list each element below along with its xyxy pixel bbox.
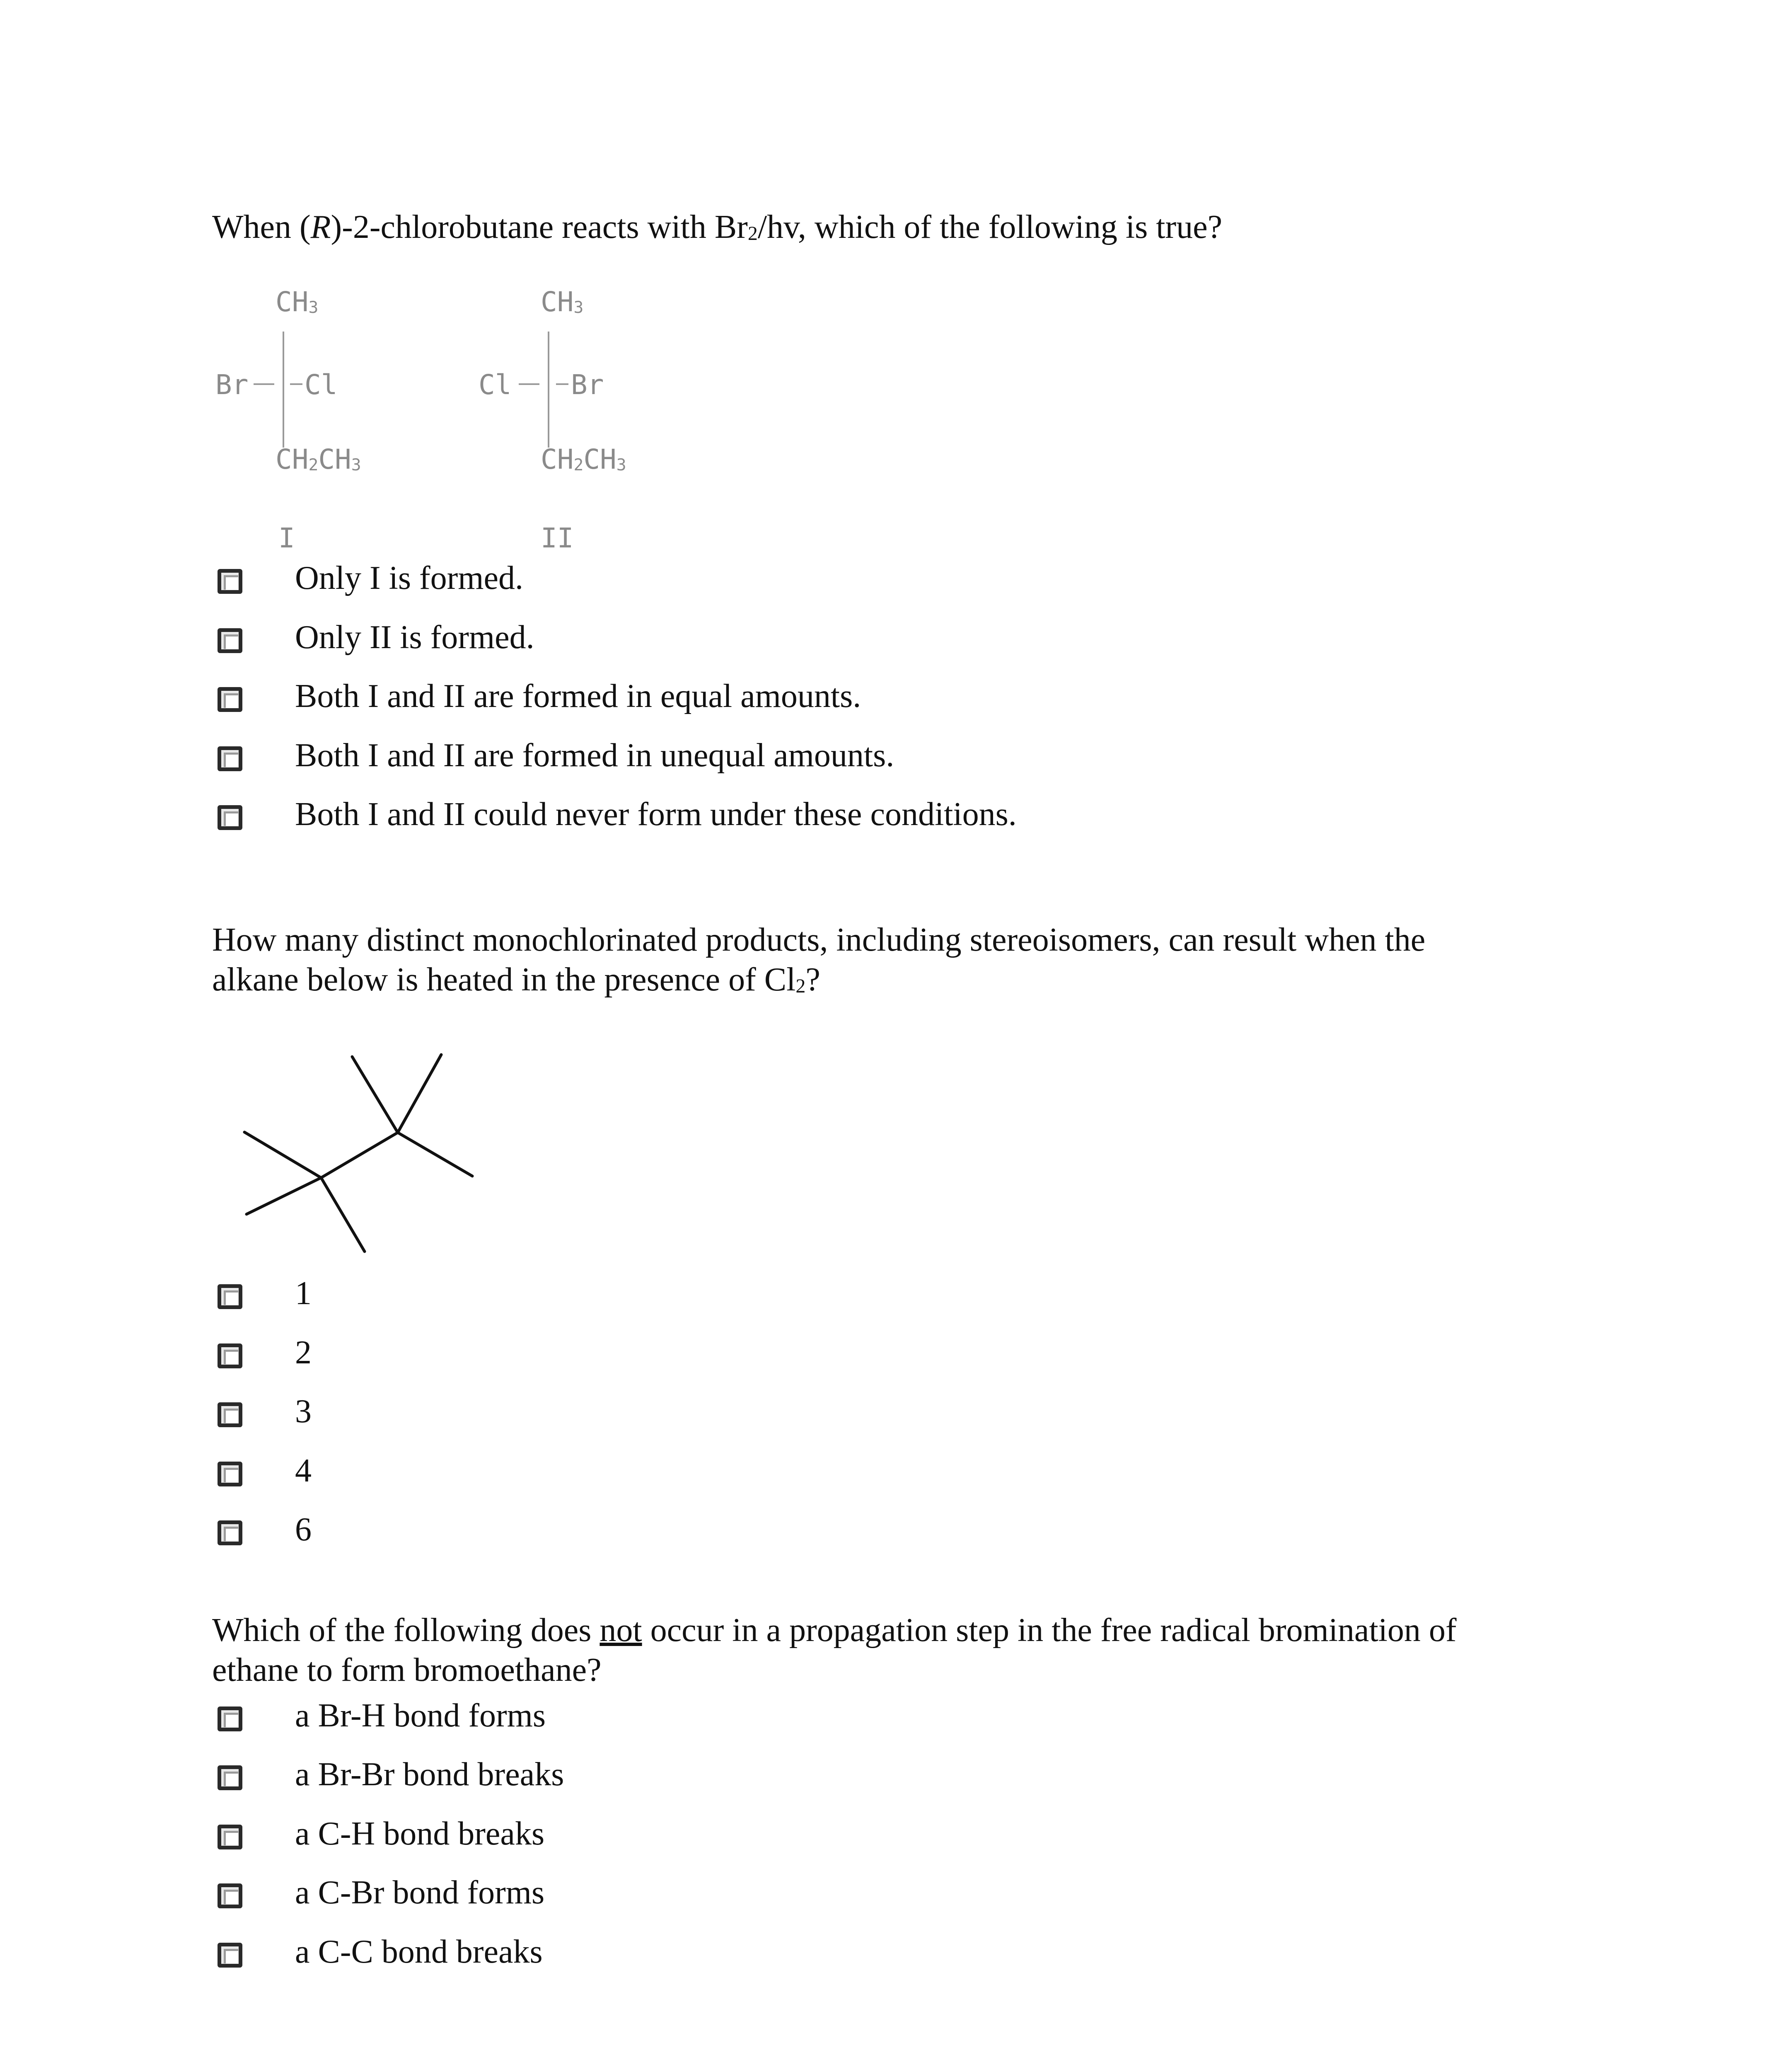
radio-button-icon[interactable] [218, 1402, 242, 1427]
radio-button-icon[interactable] [218, 687, 242, 712]
structure-1-left-dash [254, 383, 274, 385]
q2-option-label: 6 [295, 1511, 312, 1548]
structure-2-bond [548, 332, 549, 448]
q3-option-label: a Br-H bond forms [295, 1697, 546, 1734]
structure-2-left: Cl [479, 369, 512, 401]
q2-option-label: 2 [295, 1334, 312, 1371]
structure-2-label: II [541, 522, 574, 554]
q3-option[interactable] [218, 1756, 564, 1798]
structure-2-right: Br [571, 369, 604, 401]
q3-option-label: a Br-Br bond breaks [295, 1756, 564, 1793]
q3-option[interactable] [218, 1934, 543, 1976]
structure-1-bond [283, 332, 284, 448]
q3-option[interactable] [218, 1815, 545, 1858]
radio-button-icon[interactable] [218, 1825, 242, 1849]
q2-option-label: 3 [295, 1393, 312, 1430]
q1-stem-part: /hv, which of the following is true? [757, 209, 1223, 245]
q1-option[interactable] [218, 678, 861, 720]
q2-option-label: 4 [295, 1452, 312, 1489]
q3-stem-part: occur in a propagation step in the free radical bromination of [642, 1612, 1457, 1648]
structure-1-right-dash [290, 383, 302, 385]
radio-button-icon[interactable] [218, 1284, 242, 1309]
q2-option[interactable] [218, 1393, 312, 1435]
structure-1-right: Cl [305, 369, 338, 401]
radio-button-icon[interactable] [218, 1520, 242, 1545]
q2-stem-part: alkane below is heated in the presence of Cl [212, 961, 796, 998]
q2-option[interactable] [218, 1452, 312, 1495]
q1-option-label: Both I and II are formed in equal amounts. [295, 678, 861, 714]
q1-option-label: Both I and II are formed in unequal amounts. [295, 737, 894, 774]
structure-2-left-dash [519, 383, 539, 385]
q1-option-label: Only I is formed. [295, 560, 524, 596]
radio-button-icon[interactable] [218, 1462, 242, 1486]
q1-option[interactable] [218, 619, 534, 661]
q2-stem-subscript: 2 [795, 975, 806, 997]
structure-1-top: CH3 [276, 286, 319, 318]
structure-1-left: Br [215, 369, 249, 401]
radio-button-icon[interactable] [218, 1765, 242, 1790]
skeletal-structure-alkane [232, 1044, 489, 1260]
radio-button-icon[interactable] [218, 746, 242, 771]
structure-2-bottom: CH2CH3 [541, 443, 626, 475]
q3-option[interactable] [218, 1697, 546, 1740]
q3-stem-underlined: not [600, 1612, 642, 1648]
q2-stem-line-1: How many distinct monochlorinated products, including stereoisomers, can result when the [212, 922, 1426, 958]
structure-1-bottom: CH2CH3 [276, 443, 361, 475]
radio-button-icon[interactable] [218, 1943, 242, 1968]
structure-1-label: I [278, 522, 295, 554]
q1-option-label: Both I and II could never form under these conditions. [295, 796, 1017, 833]
q1-option[interactable] [218, 737, 894, 779]
q3-option-label: a C-C bond breaks [295, 1934, 543, 1970]
q3-stem-part: Which of the following does [212, 1612, 600, 1648]
q3-option[interactable] [218, 1874, 545, 1917]
q2-option-label: 1 [295, 1275, 312, 1312]
q3-stem-line-2: ethane to form bromoethane? [212, 1652, 602, 1688]
q2-option[interactable] [218, 1511, 312, 1554]
radio-button-icon[interactable] [218, 805, 242, 830]
q2-stem-part: ? [805, 961, 820, 998]
question-2-stem [212, 920, 1579, 1004]
q1-option[interactable] [218, 560, 524, 602]
radio-button-icon[interactable] [218, 1706, 242, 1731]
q1-option[interactable] [218, 796, 1017, 838]
q1-stem-subscript: 2 [747, 222, 758, 244]
q1-stem-italic: R [310, 209, 331, 245]
q1-stem-part: When ( [212, 209, 311, 245]
q2-option[interactable] [218, 1334, 312, 1377]
structure-2-top: CH3 [541, 286, 584, 318]
radio-button-icon[interactable] [218, 1343, 242, 1368]
question-1-stem [212, 207, 1579, 252]
structure-2-right-dash [556, 383, 568, 385]
q2-option[interactable] [218, 1275, 312, 1317]
radio-button-icon[interactable] [218, 628, 242, 653]
radio-button-icon[interactable] [218, 569, 242, 594]
radio-button-icon[interactable] [218, 1883, 242, 1908]
q1-stem-part: )-2-chlorobutane reacts with Br [331, 209, 748, 245]
q3-option-label: a C-H bond breaks [295, 1815, 545, 1852]
q3-option-label: a C-Br bond forms [295, 1874, 545, 1911]
q1-option-label: Only II is formed. [295, 619, 534, 656]
question-3-stem [212, 1610, 1579, 1690]
